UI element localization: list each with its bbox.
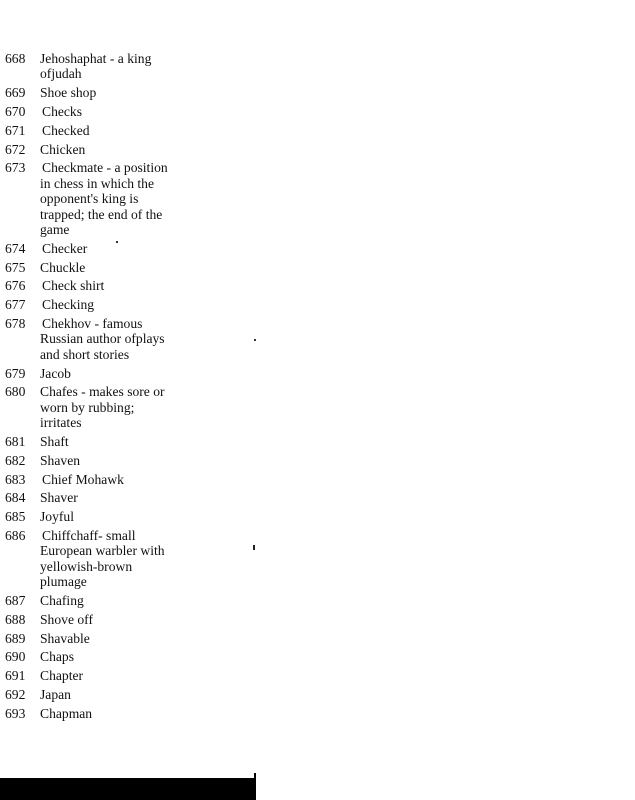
entry-number: 684	[5, 490, 26, 506]
entry-term: Chief Mohawk	[42, 471, 124, 487]
scan-edge-bar	[0, 778, 256, 800]
entry-term: Jacob	[40, 365, 71, 381]
scan-speck	[116, 241, 118, 243]
entry-number: 679	[5, 365, 26, 381]
entry-number: 673	[5, 160, 26, 176]
entry-number: 690	[5, 649, 26, 665]
list-item	[5, 472, 185, 487]
entry-term: Check shirt	[42, 278, 105, 294]
entry-number: 668	[5, 51, 26, 66]
entry-number: 683	[5, 471, 26, 487]
entry-term: Jehoshaphat - a king ofjudah	[40, 51, 152, 82]
entry-term: Chaps	[40, 649, 74, 665]
entry-term: Chuckle	[40, 259, 86, 275]
entry-term: Chekhov - famous Russian author ofplays and short stories	[40, 316, 165, 362]
list-item	[5, 649, 185, 664]
list-item	[5, 612, 185, 627]
entry-term: Checks	[42, 104, 83, 119]
list-item	[5, 278, 185, 293]
numbered-word-list	[5, 51, 185, 725]
entry-term: Checking	[42, 297, 95, 313]
list-item	[5, 509, 185, 524]
entry-number: 671	[5, 122, 26, 138]
entry-number: 688	[5, 611, 26, 627]
scan-mark	[253, 545, 255, 550]
entry-term: Chafes - makes sore or worn by rubbing; irritates	[40, 384, 165, 431]
entry-term: Chapman	[40, 705, 93, 721]
entry-number: 676	[5, 278, 26, 294]
entry-term: Shaver	[40, 490, 78, 506]
entry-number: 689	[5, 630, 26, 646]
entry-number: 686	[5, 528, 26, 543]
list-item	[5, 593, 185, 608]
list-item	[5, 160, 185, 237]
entry-term: Joyful	[40, 509, 74, 525]
entry-term: Chafing	[40, 593, 84, 609]
entry-term: Checkmate - a position in chess in which the opponent's king is trapped; the end of the game	[40, 160, 168, 238]
entry-number: 674	[5, 240, 26, 256]
entry-number: 682	[5, 452, 26, 468]
entry-term: Chicken	[40, 141, 86, 157]
entry-term: Japan	[40, 687, 71, 702]
entry-term: Shoe shop	[40, 85, 97, 101]
list-item	[5, 316, 185, 362]
entry-term: Checked	[42, 122, 90, 138]
scan-speck	[254, 339, 256, 341]
entry-number: 681	[5, 434, 26, 450]
entry-number: 692	[5, 687, 26, 702]
list-item	[5, 297, 185, 312]
list-item	[5, 434, 185, 449]
list-item	[5, 260, 185, 275]
list-item	[5, 104, 185, 119]
entry-term: Shaven	[40, 452, 81, 468]
entry-term: Chiffchaff- small European warbler with yellowish-brown plumage	[40, 528, 165, 590]
list-item	[5, 453, 185, 468]
list-item	[5, 706, 185, 721]
entry-term: Chapter	[40, 668, 84, 684]
entry-number: 669	[5, 85, 26, 101]
list-item	[5, 51, 185, 82]
list-item	[5, 668, 185, 683]
list-item	[5, 123, 185, 138]
list-item	[5, 366, 185, 381]
entry-number: 680	[5, 384, 26, 400]
entry-term: Shavable	[40, 630, 90, 646]
entry-number: 678	[5, 316, 26, 331]
entry-number: 687	[5, 593, 26, 609]
list-item	[5, 241, 185, 256]
entry-term: Checker	[42, 240, 88, 256]
entry-number: 672	[5, 141, 26, 157]
entry-number: 670	[5, 104, 26, 119]
list-item	[5, 85, 185, 100]
entry-number: 677	[5, 297, 26, 313]
list-item	[5, 142, 185, 157]
list-item	[5, 687, 185, 702]
entry-term: Shaft	[40, 434, 69, 450]
entry-number: 691	[5, 668, 26, 684]
list-item	[5, 490, 185, 505]
list-item	[5, 631, 185, 646]
entry-term: Shove off	[40, 611, 93, 627]
entry-number: 675	[5, 259, 26, 275]
list-item	[5, 384, 185, 430]
entry-number: 693	[5, 705, 26, 721]
entry-number: 685	[5, 509, 26, 525]
list-item	[5, 528, 185, 590]
